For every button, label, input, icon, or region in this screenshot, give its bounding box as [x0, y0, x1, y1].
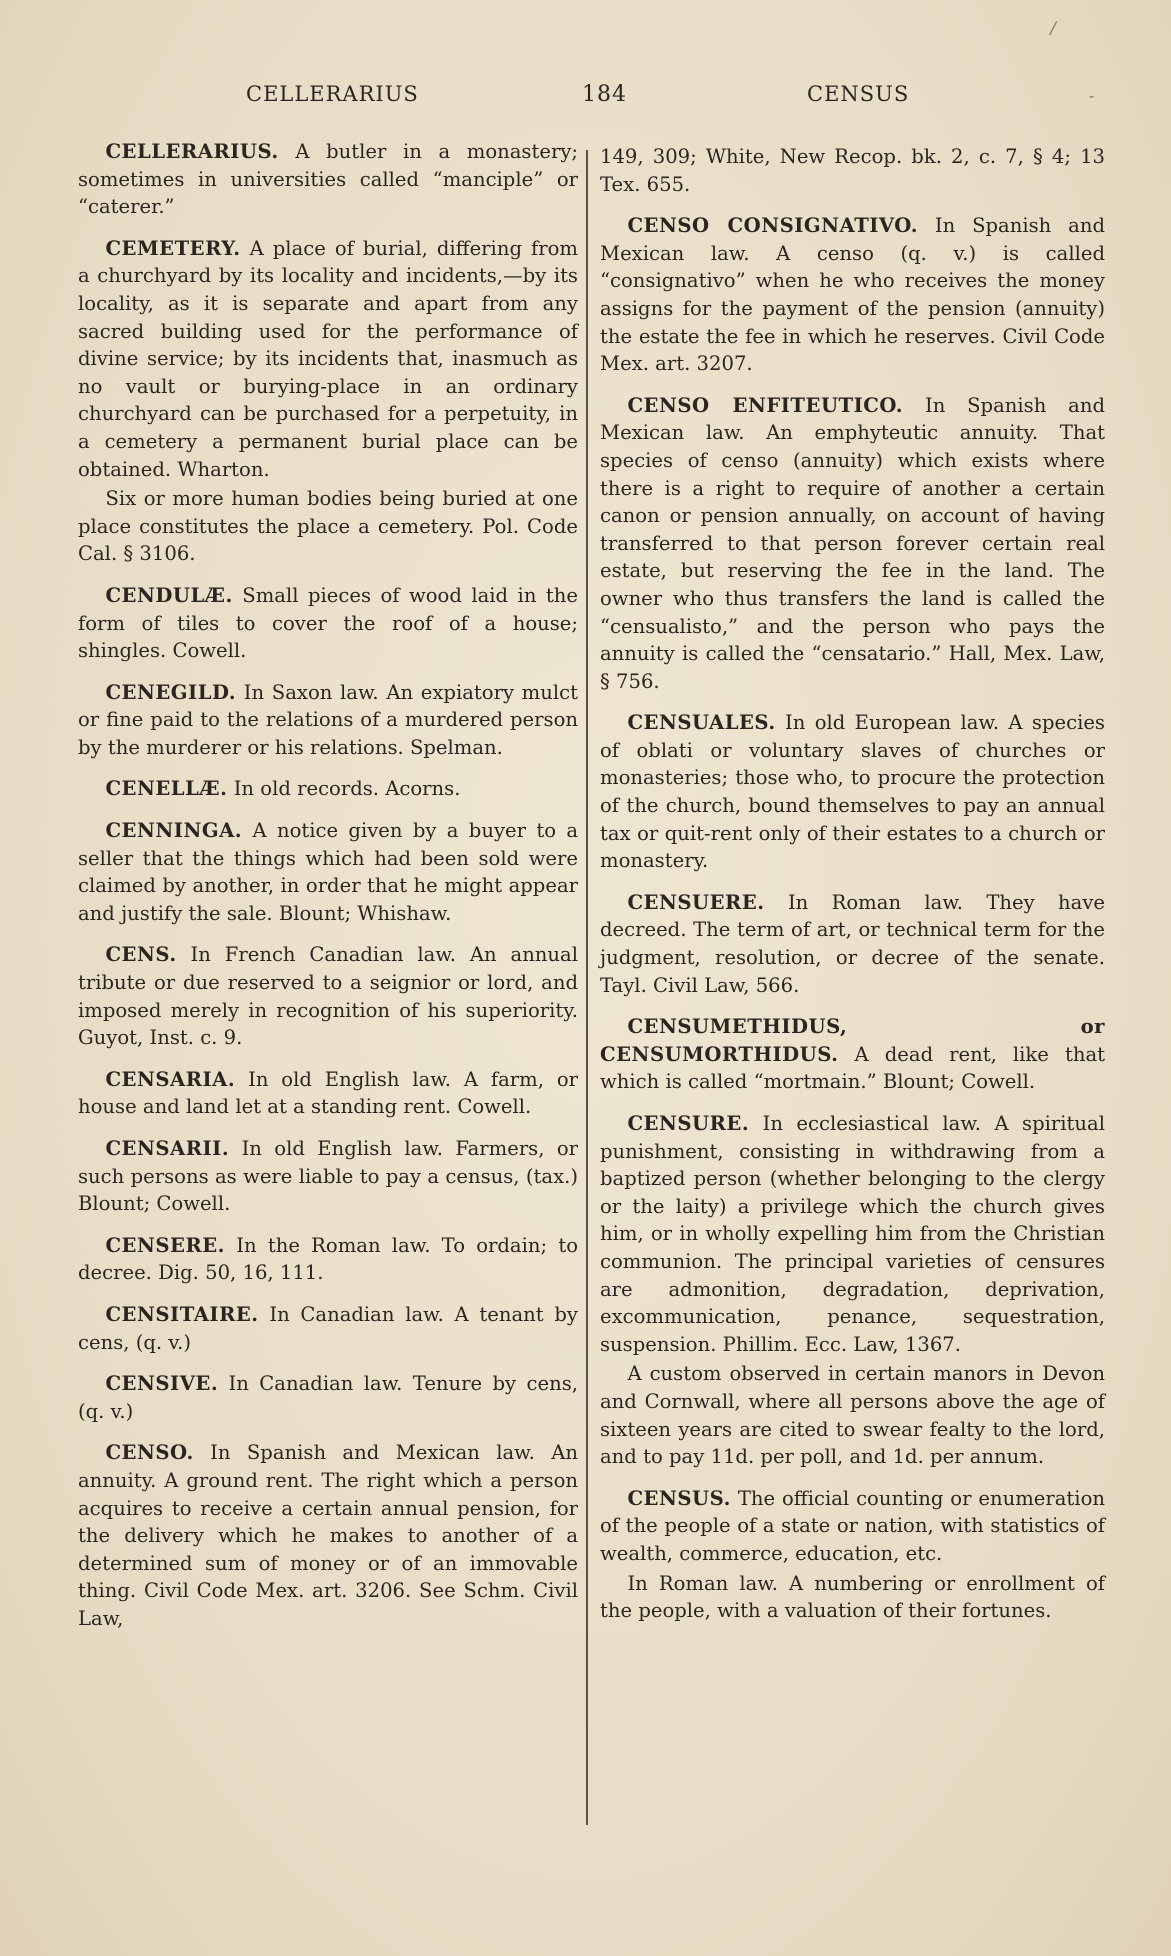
column-divider [586, 150, 588, 1825]
entry-term: CENSUERE. [627, 890, 765, 914]
entry-paragraph [78, 941, 578, 1051]
entry-term: CENSERE. [105, 1233, 226, 1257]
entry-paragraph [78, 817, 578, 927]
dictionary-entry [78, 1370, 578, 1425]
entry-term: CENSUALES. [627, 711, 776, 735]
dictionary-entry [78, 1066, 578, 1121]
entry-paragraph [78, 582, 578, 665]
entry-term: CENSITAIRE. [105, 1302, 259, 1326]
entry-term: CENNINGA. [105, 819, 243, 843]
entry-paragraph [78, 775, 578, 803]
dictionary-entry [600, 709, 1105, 875]
entry-continuation: A custom observed in certain manors in Devon and Cornwall, where all persons above the age of sixteen years are cited to swear fealty to the lord, and to pay 11d. per poll, and 1d. per annum. [600, 1362, 1105, 1469]
dictionary-entry [78, 817, 578, 927]
entry-paragraph [78, 235, 578, 483]
header-mark: - [1089, 86, 1096, 105]
entry-definition: The official counting or enumeration of the people of a state or nation, with statistics of wealth, commerce, education, etc. [600, 1486, 1105, 1565]
entry-paragraph [600, 212, 1105, 378]
entry-term: CENDULÆ. [105, 583, 233, 607]
entry-paragraph [600, 1485, 1105, 1568]
dictionary-entry [600, 1485, 1105, 1625]
dictionary-entry [78, 1301, 578, 1356]
dictionary-entry [600, 143, 1105, 198]
entry-term: CENSUMETHIDUS, or CENSUMORTHIDUS. [600, 1015, 1105, 1066]
entry-definition: In old English law. Farmers, or such persons as were liable to pay a census, (tax.) Blount; Cowell. [78, 1137, 579, 1216]
entry-paragraph [600, 889, 1105, 999]
dictionary-entry [600, 212, 1105, 378]
entry-term: CENSARIA. [105, 1067, 236, 1091]
entry-definition: In Roman law. They have decreed. The term of art, or technical term for the judgment, resolution, or decree of the senate. Tayl. Civil Law, 566. [600, 890, 1105, 997]
entry-paragraph [78, 1066, 578, 1121]
entry-continuation: In Roman law. A numbering or enrollment of the people, with a valuation of their fortunes. [600, 1571, 1105, 1623]
entry-paragraph [78, 1232, 578, 1287]
dictionary-entry [78, 235, 578, 568]
entry-definition: In Canadian law. A tenant by cens, (q. v.) [78, 1302, 578, 1354]
dictionary-entry [600, 1110, 1105, 1471]
header-first-term: CELLERARIUS [246, 82, 419, 106]
dictionary-entry [78, 1232, 578, 1287]
entry-term: CENSO ENFITEUTICO. [627, 393, 904, 417]
dictionary-entry [78, 679, 578, 762]
right-column [600, 143, 1105, 1639]
left-column [78, 138, 578, 1647]
header-last-term: CENSUS [807, 82, 910, 106]
entry-definition: In old records. Acorns. [233, 777, 461, 801]
entry-term: CENSIVE. [105, 1372, 219, 1396]
entry-term: CENSARII. [105, 1137, 230, 1160]
entry-definition: In Saxon law. An expiatory mulct or fine paid to the relations of a murdered person by the murderer or his relations. Spelman. [78, 680, 578, 759]
entry-term: CENS. [105, 943, 177, 967]
dictionary-entry [78, 138, 578, 221]
dictionary-entry [78, 582, 578, 665]
entry-paragraph [600, 143, 1105, 198]
entry-term: CENSURE. [627, 1112, 750, 1135]
entry-definition: In the Roman law. To ordain; to decree. Dig. 50, 16, 111. [78, 1233, 578, 1285]
entry-definition: A place of burial, differing from a churchyard by its locality and incidents,—by its locality, as it is separate and apart from any sacred building used for the performance of divine service; by its incidents that, inasmuch as no vault or burying-place in an ordinary churchyard can be purchased for a perpetuity, in a cemetery a permanent burial place can be obtained. Wharton. [78, 236, 578, 481]
entry-definition: In old English law. A farm, or house and land let at a standing rent. Cowell. [78, 1067, 578, 1119]
dictionary-entry [78, 775, 578, 803]
entry-paragraph [78, 138, 578, 221]
entry-paragraph [78, 1439, 578, 1632]
entry-term: CENSUS. [627, 1486, 731, 1510]
entry-definition: A notice given by a buyer to a seller that the things which had been sold were claimed by another, in order that he might appear and justify the sale. Blount; Whishaw. [78, 819, 578, 925]
entry-definition: In Spanish and Mexican law. An annuity. A ground rent. The right which a person acquires to receive a certain annual pension, for the delivery which he makes to another of a determined sum of money or of an immovable thing. Civil Code Mex. art. 3206. See Schm. Civil Law, [78, 1441, 578, 1630]
entry-paragraph [600, 1110, 1105, 1358]
entry-continuation: Six or more human bodies being buried at one place constitutes the place a cemetery. Pol. Code Cal. § 3106. [78, 487, 578, 566]
dictionary-entry [78, 941, 578, 1051]
entry-term: CENEGILD. [105, 680, 237, 704]
entry-definition: In Canadian law. Tenure by cens, (q. v.) [78, 1372, 578, 1423]
entry-paragraph [78, 679, 578, 762]
entry-definition: In French Canadian law. An annual tribute or due reserved to a seignior or lord, and imposed merely in recognition of his superiority. Guyot, Inst. c. 9. [78, 943, 578, 1050]
dictionary-entry [78, 1439, 578, 1632]
corner-pencil-mark: / [1048, 17, 1058, 40]
entry-term: CENSO. [105, 1441, 194, 1465]
entry-paragraph [78, 1135, 578, 1218]
entry-paragraph [78, 1301, 578, 1356]
entry-definition: In Spanish and Mexican law. An emphyteutic annuity. That species of censo (annuity) which exists where there is a right to require of another a certain canon or pension annually, on account of having transferred to that person forever certain real estate, but reserving the fee in the land. The owner who thus transfers the land is called the “censualisto,” and the person who pays the annuity is called the “censatario.” Hall, Mex. Law, § 756. [600, 393, 1105, 693]
entry-term: CEMETERY. [105, 236, 241, 260]
dictionary-entry [600, 889, 1105, 999]
entry-paragraph [600, 392, 1105, 696]
page-number: 184 [582, 82, 627, 107]
entry-definition: A dead rent, like that which is called “mortmain.” Blount; Cowell. [600, 1042, 1105, 1094]
dictionary-entry [78, 1135, 578, 1218]
entry-paragraph [600, 1013, 1105, 1096]
entry-paragraph [78, 1370, 578, 1425]
entry-definition: In old European law. A species of oblati or voluntary slaves of churches or monasteries; those who, to procure the protection of the church, bound themselves to pay an annual tax or quit-rent only of their estates to a church or monastery. [600, 711, 1105, 873]
entry-definition: In Spanish and Mexican law. A censo (q. v.) is called “consignativo” when he who receives the money assigns for the payment of the pension (annuity) the estate the fee in which he reserves. Civil Code Mex. art. 3207. [600, 214, 1105, 376]
entry-paragraph [600, 709, 1105, 875]
entry-definition: A butler in a monastery; sometimes in universities called “manciple” or “caterer.” [78, 140, 578, 219]
entry-term: CELLERARIUS. [105, 140, 279, 163]
entry-definition: In ecclesiastical law. A spiritual punishment, consisting in withdrawing from a baptized person (whether belonging to the clergy or the laity) a privilege which the church gives him, or in wholly expelling him from the Christian communion. The principal varieties of censures are admonition, degradation, deprivation, excommunication, penance, sequestration, suspension. Phillim. Ecc. Law, 1367. [600, 1112, 1105, 1356]
entry-definition: 149, 309; White, New Recop. bk. 2, c. 7, § 4; 13 Tex. 655. [600, 145, 1105, 196]
entry-term: CENSO CONSIGNATIVO. [627, 214, 919, 238]
entry-definition: Small pieces of wood laid in the form of tiles to cover the roof of a house; shingles. Cowell. [78, 583, 578, 663]
entry-term: CENELLÆ. [105, 777, 228, 801]
dictionary-entry [600, 1013, 1105, 1096]
dictionary-entry [600, 392, 1105, 696]
